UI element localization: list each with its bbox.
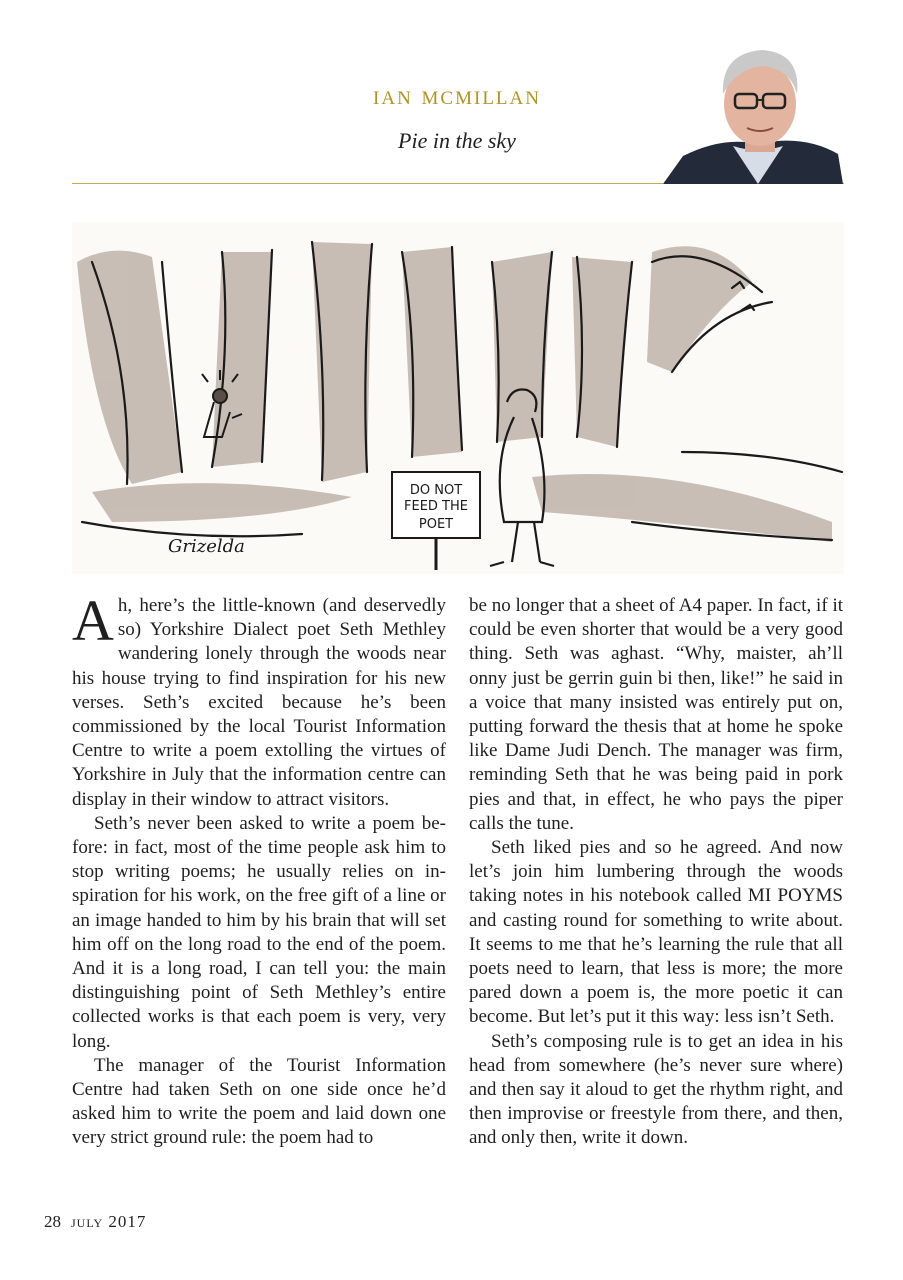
sign-group (392, 472, 480, 570)
author-portrait (663, 36, 843, 184)
article-paragraph: Seth’s composing rule is to get an idea in his head from somewhere (he’s never sure where) and then say it aloud to get the rhythm right, and then improvise or freestyle from there, and then, and only then, write it down. (469, 1030, 843, 1149)
page-number: 28 (44, 1212, 61, 1231)
article-title: Pie in the sky (398, 128, 516, 153)
issue-date: july 2017 (71, 1212, 147, 1231)
article-paragraph: The manager of the Tourist Information Centre had taken Seth on one side once he’d asked him to write the poem and laid down one very strict ground rule: the poem had to (72, 1054, 446, 1149)
artist-signature: Grizelda (168, 536, 245, 557)
article-column-left (72, 588, 446, 1151)
author-name: ian mcmillan (373, 80, 541, 110)
article-column-right (469, 594, 843, 1151)
page-footer (44, 1212, 146, 1232)
article-paragraph: Ah, here’s the little-known (and deservedly so) Yorkshire Dialect poet Seth Methley wandering lonely through the woods near his house trying to find inspiration for his new verses. Seth’s excited because he’s been commissioned by the local Tourist Information Centre to write a poem extolling the virtues of Yorkshire in July that the information centre can display in their window to attract visitors. (72, 588, 446, 810)
sign-text-line2: FEED THE (404, 499, 468, 514)
sign-text-line3: POET (418, 517, 454, 532)
sign-text-line1: DO NOT (409, 483, 463, 498)
cartoon-illustration (72, 222, 844, 574)
article-paragraph: Seth’s never been asked to write a poem before: in fact, most of the time people ask him to stop writing poems; he usually relies on inspiration for his work, on the free gift of a line or an image handed to him by his brain that will set him off on the long road to the end of the poem. And it is a long road, I can tell you: the main distinguishing point of Seth Methley’s entire collected works is that each poem is very, very long. (72, 812, 446, 1052)
drop-cap: A (72, 588, 114, 653)
article-paragraph: Seth liked pies and so he agreed. And now let’s join him lumbering through the woods taking notes in his notebook called MI POYMS and casting round for something to write about. It seems to me that he’s learning the rule that all poets need to learn, that less is more; the more pared down a poem is, the more poetic it can become. But let’s put it this way: less isn’t Seth. (469, 837, 843, 1028)
article-paragraph: be no longer that a sheet of A4 paper. In fact, if it could be even shorter that would be a very good thing. Seth was aghast. “Why, maister, ah’ll onny just be gerrin guin bi then, like!” he said in a voice that many insisted was entirely put on, putting forward the thesis that at home he spoke like Dame Judi Dench. The manager was firm, reminding Seth that he was being paid in pork pies and that, in effect, he who pays the piper calls the tune. (469, 595, 843, 834)
